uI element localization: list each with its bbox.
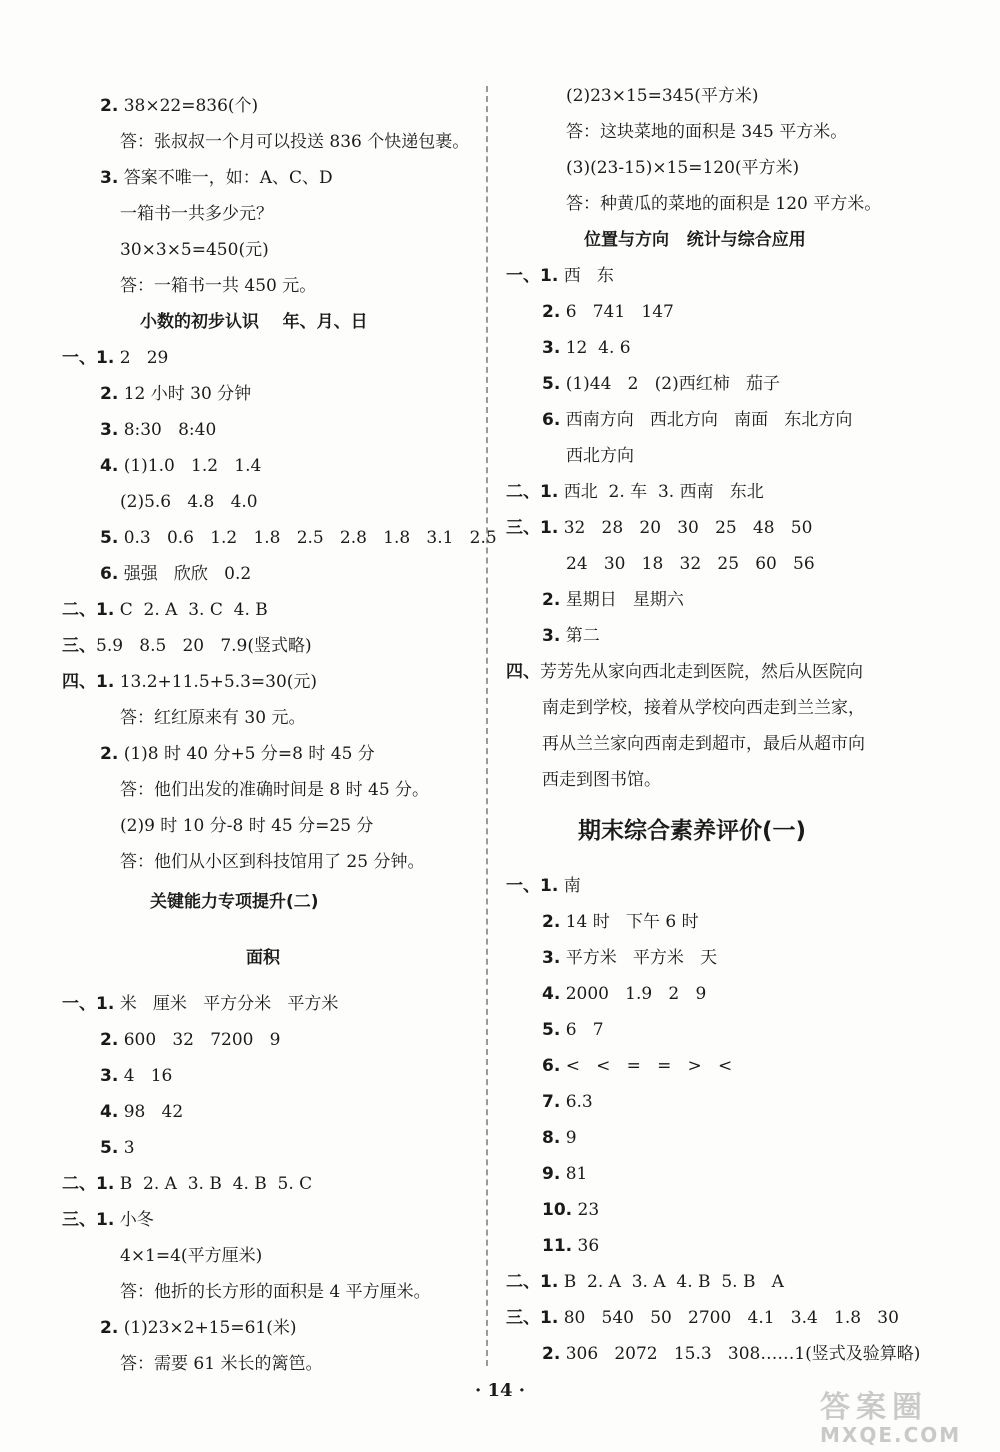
- item-number: 2.: [100, 1318, 119, 1338]
- answer-text: 600 32 7200 9: [118, 1030, 281, 1050]
- answer-line: [100, 166, 333, 190]
- item-number: 6.: [542, 410, 561, 430]
- answer-line: [100, 526, 497, 550]
- answer-text: 32 28 20 30 25 48 50: [558, 518, 813, 538]
- answer-text: 13.2+11.5+5.3=30(元): [114, 672, 318, 692]
- answer-text: 答：需要 61 米长的篱笆。: [120, 1354, 323, 1374]
- answer-line: [120, 1280, 431, 1304]
- answer-line: [100, 1100, 183, 1124]
- answer-line: [542, 1234, 599, 1258]
- answer-text: 芳芳先从家向西北走到医院，然后从医院向: [540, 662, 863, 682]
- answer-line: [542, 696, 865, 720]
- item-number: 3.: [100, 168, 119, 188]
- answer-line: [506, 874, 581, 898]
- item-number: 2.: [542, 912, 561, 932]
- answer-line: [120, 202, 273, 226]
- item-number: 7.: [542, 1092, 561, 1112]
- answer-line: [542, 588, 684, 612]
- answer-text: 答：红红原来有 30 元。: [120, 708, 306, 728]
- answer-text: 6 741 147: [560, 302, 674, 322]
- answer-text: 38×22=836(个): [118, 96, 259, 116]
- answer-line: [542, 300, 674, 324]
- answer-text: 306 2072 15.3 308……1(竖式及验算略): [560, 1344, 921, 1364]
- item-number: 5.: [542, 1020, 561, 1040]
- answer-text: 强强 欣欣 0.2: [118, 564, 252, 584]
- answer-text: 答：这块菜地的面积是 345 平方米。: [566, 122, 848, 142]
- chapter-heading: 期末综合素养评价(一): [578, 818, 807, 844]
- item-number: 一、1.: [62, 348, 115, 368]
- item-number: 3.: [542, 948, 561, 968]
- answer-line: [542, 1126, 577, 1150]
- answer-text: 80 540 50 2700 4.1 3.4 1.8 30: [558, 1308, 899, 1328]
- item-number: 2.: [542, 302, 561, 322]
- answer-text: 平方米 平方米 天: [560, 948, 718, 968]
- answer-line: [100, 742, 375, 766]
- answer-line: [100, 1064, 172, 1088]
- answer-line: [542, 1054, 732, 1078]
- answer-line: [542, 372, 780, 396]
- answer-line: [120, 238, 269, 262]
- column-divider: [486, 86, 488, 1366]
- answer-text: (1)1.0 1.2 1.4: [118, 456, 262, 476]
- answer-line: [100, 1316, 297, 1340]
- item-number: 5.: [100, 528, 119, 548]
- item-number: 三、1.: [506, 1308, 559, 1328]
- item-number: 一、1.: [62, 994, 115, 1014]
- item-number: 一、1.: [506, 876, 559, 896]
- answer-text: (3)(23-15)×15=120(平方米): [566, 158, 800, 178]
- answer-line: [506, 1270, 784, 1294]
- item-number: 二、1.: [506, 482, 559, 502]
- answer-text: 24 30 18 32 25 60 56: [566, 554, 815, 574]
- answer-text: 西北 2. 车 3. 西南 东北: [558, 482, 764, 502]
- item-number: 3.: [100, 420, 119, 440]
- answer-text: 西北方向: [566, 446, 634, 466]
- item-number: 6.: [542, 1056, 561, 1076]
- answer-text: 西走到图书馆。: [542, 770, 661, 790]
- answer-line: [542, 1018, 604, 1042]
- item-number: 6.: [100, 564, 119, 584]
- answer-text: 3: [118, 1138, 135, 1158]
- item-number: 2.: [542, 590, 561, 610]
- answer-line: [566, 552, 815, 576]
- answer-line: [542, 336, 631, 360]
- item-number: 3.: [542, 626, 561, 646]
- answer-line: [100, 1136, 135, 1160]
- answer-text: 9: [560, 1128, 577, 1148]
- answer-text: 2 29: [114, 348, 169, 368]
- item-number: 4.: [100, 456, 119, 476]
- answer-text: 98 42: [118, 1102, 184, 1122]
- item-number: 二、1.: [506, 1272, 559, 1292]
- section-heading: 位置与方向 统计与综合应用: [584, 230, 806, 250]
- answer-text: 8:30 8:40: [118, 420, 217, 440]
- answer-text: 星期日 星期六: [560, 590, 684, 610]
- item-number: 3.: [542, 338, 561, 358]
- answer-text: < < = = > <: [560, 1056, 733, 1076]
- answer-text: 小冬: [114, 1210, 154, 1230]
- item-number: 二、1.: [62, 600, 115, 620]
- item-number: 三、: [62, 636, 96, 656]
- answer-line: [542, 732, 865, 756]
- answer-text: (1)23×2+15=61(米): [118, 1318, 297, 1338]
- answer-line: [100, 382, 251, 406]
- answer-line: [542, 624, 600, 648]
- answer-text: 81: [560, 1164, 588, 1184]
- answer-line: [506, 516, 812, 540]
- answer-text: 西 东: [558, 266, 614, 286]
- answer-line: [542, 408, 852, 432]
- item-number: 一、1.: [506, 266, 559, 286]
- item-number: 2.: [542, 1344, 561, 1364]
- answer-text: 12 小时 30 分钟: [118, 384, 252, 404]
- answer-line: [62, 598, 268, 622]
- answer-line: [566, 444, 634, 468]
- answer-text: 答案不唯一，如：A、C、D: [118, 168, 333, 188]
- answer-line: [566, 192, 881, 216]
- answer-text: 一箱书一共多少元？: [120, 204, 273, 224]
- answer-line: [506, 264, 614, 288]
- answer-line: [506, 660, 863, 684]
- answer-line: [506, 1306, 899, 1330]
- answer-text: 0.3 0.6 1.2 1.8 2.5 2.8 1.8 3.1 2.5: [118, 528, 497, 548]
- answer-line: [566, 156, 799, 180]
- answer-line: [120, 778, 429, 802]
- answer-text: (2)23×15=345(平方米): [566, 86, 759, 106]
- answer-text: 12 4. 6: [560, 338, 631, 358]
- item-number: 2.: [100, 384, 119, 404]
- answer-text: 23: [572, 1200, 600, 1220]
- answer-text: B 2. A 3. A 4. B 5. B A: [558, 1272, 784, 1292]
- watermark-url: MXQE.COM: [820, 1423, 962, 1447]
- item-number: 5.: [542, 374, 561, 394]
- answer-text: 5.9 8.5 20 7.9(竖式略): [96, 636, 312, 656]
- answer-line: [120, 814, 373, 838]
- answer-text: 答：他们出发的准确时间是 8 时 45 分。: [120, 780, 430, 800]
- answer-line: [100, 454, 261, 478]
- answer-line: [100, 1028, 281, 1052]
- item-number: 四、1.: [62, 672, 115, 692]
- answer-line: [120, 490, 258, 514]
- item-number: 三、1.: [506, 518, 559, 538]
- item-number: 3.: [100, 1066, 119, 1086]
- answer-text: 6 7: [560, 1020, 604, 1040]
- answer-text: 第二: [560, 626, 600, 646]
- answer-line: [542, 1162, 587, 1186]
- answer-text: (2)9 时 10 分-8 时 45 分=25 分: [120, 816, 374, 836]
- answer-line: [100, 562, 251, 586]
- answer-line: [542, 982, 706, 1006]
- answer-line: [120, 850, 424, 874]
- answer-line: [120, 706, 305, 730]
- item-number: 四、: [506, 662, 540, 682]
- answer-line: [100, 94, 258, 118]
- answer-text: 6.3: [560, 1092, 593, 1112]
- watermark-title: 答案圈: [820, 1390, 928, 1425]
- answer-text: 4 16: [118, 1066, 173, 1086]
- answer-text: 4×1=4(平方厘米): [120, 1246, 263, 1266]
- answer-line: [62, 992, 338, 1016]
- answer-text: 30×3×5=450(元): [120, 240, 269, 260]
- answer-text: (1)8 时 40 分+5 分=8 时 45 分: [118, 744, 375, 764]
- answer-line: [120, 1244, 262, 1268]
- answer-line: [120, 130, 469, 154]
- answer-text: 14 时 下午 6 时: [560, 912, 699, 932]
- answer-line: [566, 120, 847, 144]
- answer-line: [100, 418, 216, 442]
- answer-line: [120, 1352, 322, 1376]
- answer-text: 南: [558, 876, 581, 896]
- answer-line: [566, 84, 759, 108]
- answer-line: [506, 480, 764, 504]
- answer-line: [62, 670, 317, 694]
- answer-text: B 2. A 3. B 4. B 5. C: [114, 1174, 313, 1194]
- answer-line: [542, 946, 717, 970]
- answer-text: 答：他们从小区到科技馆用了 25 分钟。: [120, 852, 425, 872]
- answer-text: 西南方向 西北方向 南面 东北方向: [560, 410, 853, 430]
- item-number: 9.: [542, 1164, 561, 1184]
- item-number: 4.: [100, 1102, 119, 1122]
- item-number: 2.: [100, 744, 119, 764]
- answer-text: (1)44 2 (2)西红柿 茄子: [560, 374, 780, 394]
- answer-text: 答：一箱书一共 450 元。: [120, 276, 317, 296]
- answer-line: [62, 346, 168, 370]
- item-number: 2.: [100, 1030, 119, 1050]
- answer-line: [542, 1090, 593, 1114]
- item-number: 8.: [542, 1128, 561, 1148]
- answer-line: [542, 768, 661, 792]
- item-number: 5.: [100, 1138, 119, 1158]
- section-heading: 关键能力专项提升(二): [150, 892, 319, 912]
- item-number: 11.: [542, 1236, 573, 1256]
- answer-line: [62, 1172, 312, 1196]
- page-number: · 14 ·: [474, 1380, 526, 1401]
- item-number: 10.: [542, 1200, 573, 1220]
- answer-text: 米 厘米 平方分米 平方米: [114, 994, 339, 1014]
- answer-text: 南走到学校，接着从学校向西走到兰兰家，: [542, 698, 865, 718]
- section-heading: 小数的初步认识 年、月、日: [140, 312, 368, 332]
- item-number: 2.: [100, 96, 119, 116]
- answer-text: 再从兰兰家向西南走到超市，最后从超市向: [542, 734, 865, 754]
- answer-line: [542, 1342, 920, 1366]
- answer-text: 答：张叔叔一个月可以投送 836 个快递包裹。: [120, 132, 470, 152]
- answer-line: [62, 1208, 154, 1232]
- answer-line: [542, 1198, 599, 1222]
- answer-text: (2)5.6 4.8 4.0: [120, 492, 258, 512]
- answer-text: C 2. A 3. C 4. B: [114, 600, 268, 620]
- section-heading: 面积: [246, 948, 280, 968]
- answer-line: [542, 910, 699, 934]
- answer-line: [120, 274, 316, 298]
- answer-line: [62, 634, 312, 658]
- item-number: 二、1.: [62, 1174, 115, 1194]
- answer-text: 答：他折的长方形的面积是 4 平方厘米。: [120, 1282, 431, 1302]
- watermark-logo: [820, 1392, 995, 1450]
- item-number: 三、1.: [62, 1210, 115, 1230]
- answer-text: 2000 1.9 2 9: [560, 984, 707, 1004]
- item-number: 4.: [542, 984, 561, 1004]
- answer-text: 答：种黄瓜的菜地的面积是 120 平方米。: [566, 194, 882, 214]
- answer-text: 36: [572, 1236, 600, 1256]
